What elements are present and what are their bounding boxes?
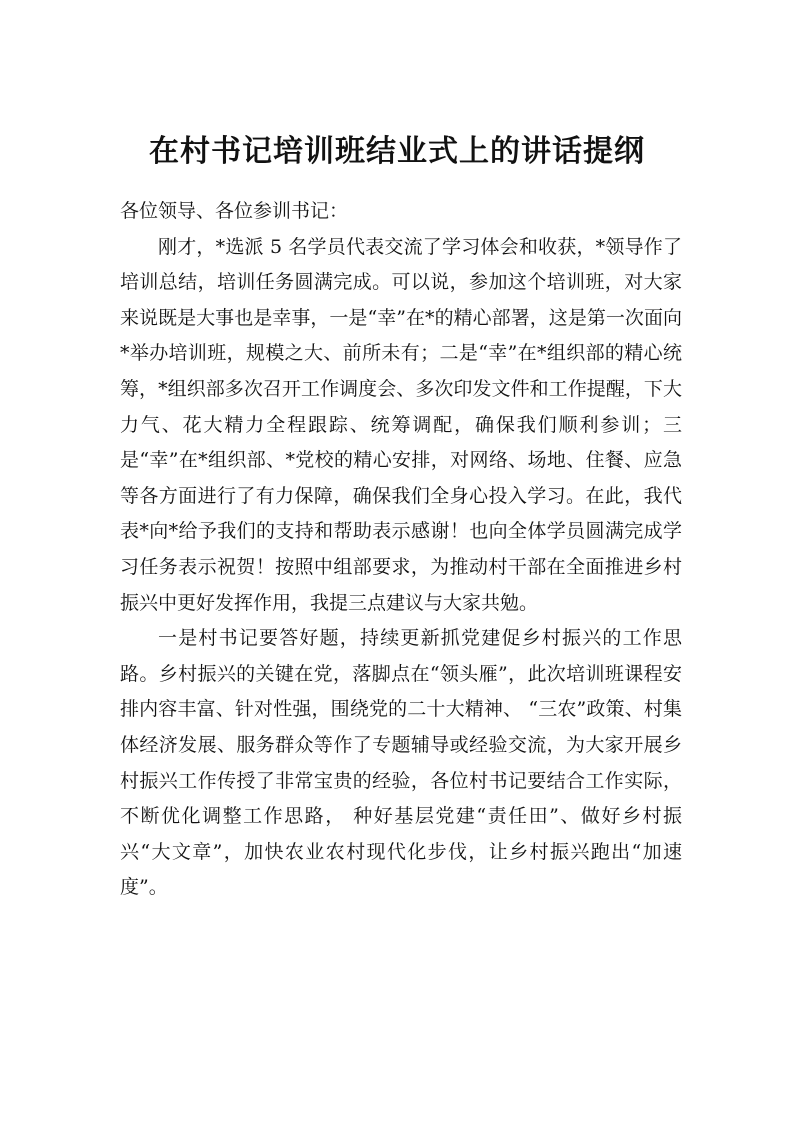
paragraph-first-point: 一是村书记要答好题，持续更新抓党建促乡村振兴的工作思路。乡村振兴的关键在党，落脚点在“领头雁”，此次培训班课程安排内容丰富、针对性强，围绕党的二十大精神、 “三农”政策、村集体经济发展、服务群众等作了专题辅导或经验交流，为大家开展乡村振兴工作传授了非常宝贵的经验，各位村书记要结合工作实际，不断优化调整工作思路， 种好基层党建“责任田”、做好乡村振兴“大文章”，加快农业农村现代化步伐，让乡村振兴跑出“加速度”。	[120, 627, 682, 899]
document-title: 在村书记培训班结业式上的讲话提纲	[149, 134, 645, 169]
salutation: 各位领导、各位参训书记：	[120, 200, 349, 222]
document-body	[120, 194, 682, 906]
paragraph-opening: 刚才，*选派 5 名学员代表交流了学习体会和收获，*领导作了培训总结，培训任务圆满完成。可以说，参加这个培训班，对大家来说既是大事也是幸事，一是“幸”在*的精心部署，这是第一次面向*举办培训班，规模之大、前所未有；二是“幸”在*组织部的精心统筹，*组织部多次召开工作调度会、多次印发文件和工作提醒，下大力气、花大精力全程跟踪、统筹调配，确保我们顺利参训；三是“幸”在*组织部、*党校的精心安排，对网络、场地、住餐、应急等各方面进行了有力保障，确保我们全身心投入学习。在此，我代表*向*给予我们的支持和帮助表示感谢！也向全体学员圆满完成学习任务表示祝贺！按照中组部要求，为推动村干部在全面推进乡村振兴中更好发挥作用，我提三点建议与大家共勉。	[120, 235, 682, 614]
